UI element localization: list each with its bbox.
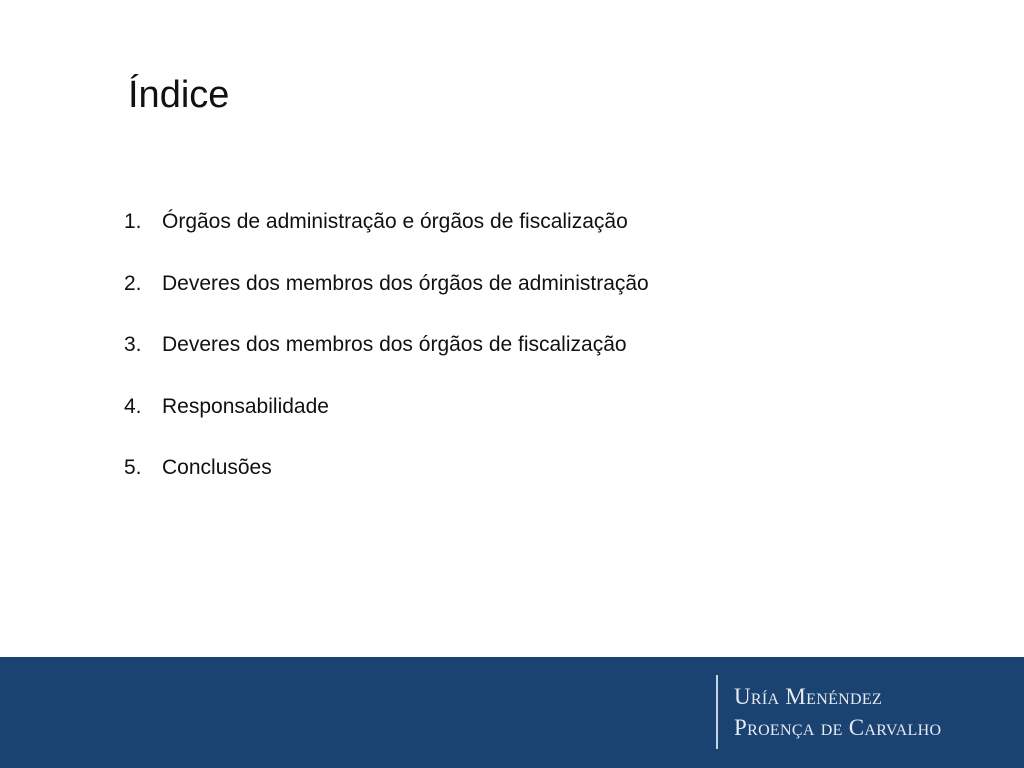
firm-logo xyxy=(716,675,941,749)
toc-item xyxy=(118,330,649,392)
toc-item-text: Órgãos de administração e órgãos de fiscalização xyxy=(162,210,628,233)
toc-item-number: 3. xyxy=(124,333,142,356)
slide-title: Índice xyxy=(128,74,230,116)
toc-item-number: 1. xyxy=(124,210,142,233)
toc-item-text: Responsabilidade xyxy=(162,394,329,418)
logo-line-2: Proença de Carvalho xyxy=(734,715,942,740)
toc-item-number: 5. xyxy=(124,456,142,479)
toc-item xyxy=(118,269,649,331)
table-of-contents xyxy=(118,207,649,515)
toc-item xyxy=(118,392,649,454)
toc-item-number: 2. xyxy=(124,271,142,295)
toc-item-text: Deveres dos membros dos órgãos de administração xyxy=(162,271,649,295)
footer-band xyxy=(0,657,1024,768)
toc-item xyxy=(118,453,649,515)
logo-wordmark xyxy=(734,675,941,749)
logo-line-1: Uría Menéndez xyxy=(734,684,883,709)
toc-item-number: 4. xyxy=(124,394,142,418)
toc-item-text: Deveres dos membros dos órgãos de fiscalização xyxy=(162,333,627,356)
toc-item-text: Conclusões xyxy=(162,456,272,479)
logo-divider xyxy=(716,675,718,749)
toc-item xyxy=(118,207,649,269)
